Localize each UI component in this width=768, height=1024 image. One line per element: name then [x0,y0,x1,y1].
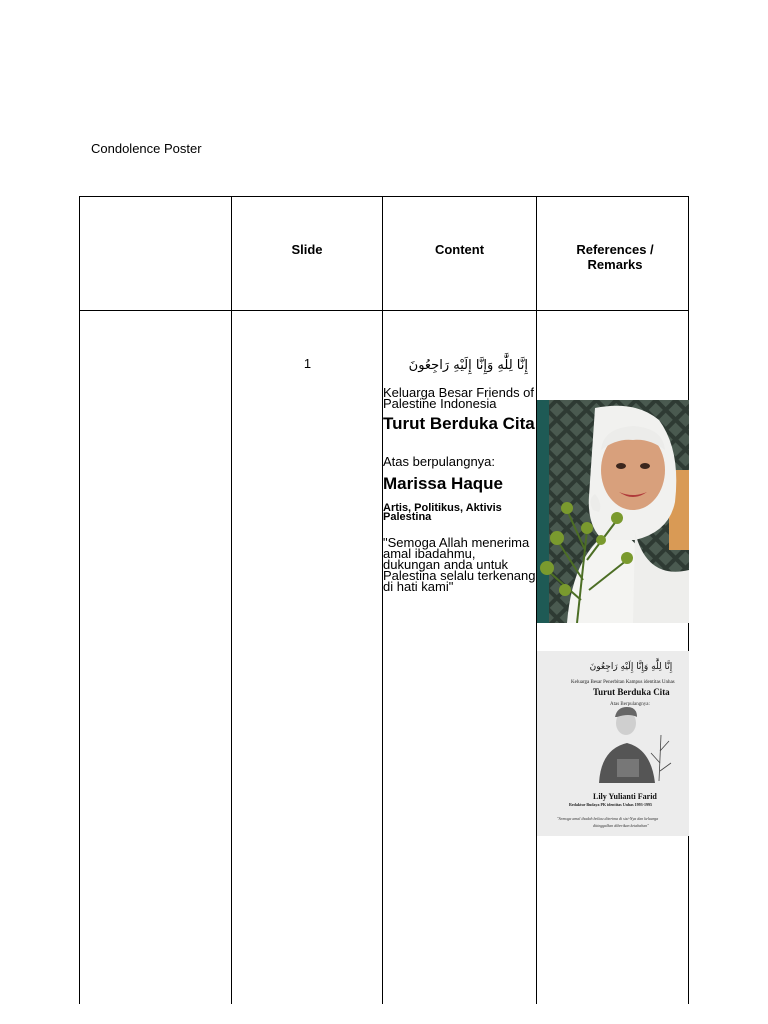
poster-name: Lily Yulianti Farid [593,792,657,801]
content-passing-label: Atas berpulangnya: [383,454,496,469]
poster-image [537,651,689,836]
poster-passing-label: Atas Berpulangnya: [610,702,650,707]
content-organization: Keluarga Besar Friends of Palestine Indonesia [383,385,535,411]
slide-number: 1 [303,356,312,371]
poster-organization: Keluarga Besar Penerbitan Kampus identitas Unhas [571,680,675,685]
content-name: Marissa Haque [383,474,503,493]
poster-heading: Turut Berduka Cita [593,687,670,697]
col-border-2 [231,196,232,1004]
header-divider [79,310,689,311]
content-quote: "Semoga Allah menerima amal ibadahmu, dukungan anda untuk Palestina selalu terkenang di hati kami" [383,535,536,594]
header-references: References / Remarks [576,242,654,272]
content-heading: Turut Berduka Cita [383,414,535,433]
document-title: Condolence Poster [91,141,202,156]
poster-role: Redaktur Budaya PK identitas Unhas 1993-1995 [569,802,652,807]
reference-poster [537,651,689,836]
poster-quote-line1: "Semoga amal ibadah beliau diterima di sisi-Nya dan keluarga [557,816,659,821]
table-border-top [79,196,689,197]
header-slide: Slide [291,242,323,257]
col-border-3 [382,196,383,1004]
col-border-1 [79,196,80,1004]
poster-quote-line2: ditinggalkan diberikan ketabahan" [593,823,649,828]
header-content: Content [434,242,485,257]
content-roles: Artis, Politikus, Aktivis Palestina [383,502,502,523]
portrait-image [537,400,689,623]
poster-arabic: إِنَّا لِلَّٰهِ وَإِنَّا إِلَيْهِ رَاجِعُونَ [589,662,673,672]
content-arabic: إِنَّا لِلَّٰهِ وَإِنَّا إِلَيْهِ رَاجِعُونَ [408,358,528,373]
reference-photo [537,400,689,623]
